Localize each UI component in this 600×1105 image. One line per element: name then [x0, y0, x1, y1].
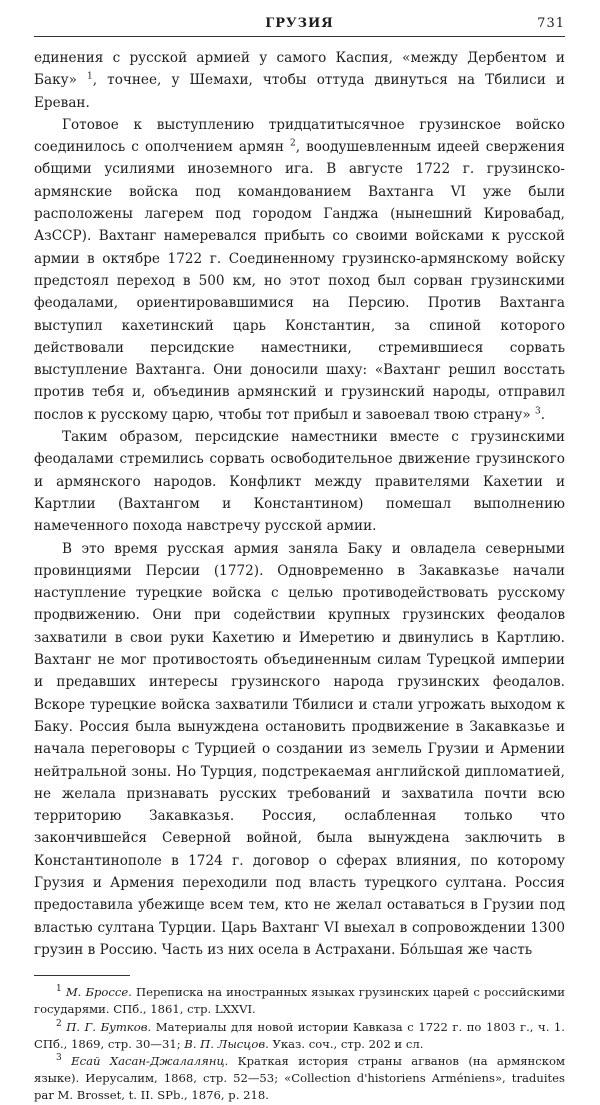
running-title: ГРУЗИЯ: [265, 16, 334, 31]
footnote-divider: [34, 975, 130, 976]
footnote-3: $^3$ Есай Хасан-Джалалянц. Краткая история страны агванов (на армянском языке). Иерусалим, 1868, стр. 52—53; «Collection d'historiens Arméniens», traduites par M. Brosset, t. II. SPb., 1876, p. 218.: [34, 1053, 566, 1103]
paragraph-3: Таким образом, персидские наместники вместе с грузинскими феодалами стремились сорвать освободительное движение грузинского и армянского народов. Конфликт между правителями Кахетии и Картлии (Вахтангом и Константином) помешал выполнению намеченного похода навстречу русской армии.: [34, 429, 565, 535]
body-text: [34, 47, 565, 961]
footnote-1: $^1$ М. Броссе. Переписка на иностранных языках грузинских царей с российскими государями. СПб., 1861, стр. LXXVI.: [34, 984, 565, 1017]
footnote-ref-2: 2: [289, 138, 296, 149]
paragraph-2: Готовое к выступлению тридцатитысячное грузинское войско соединилось с ополчением армян $^2$, воодушевленным идеей свержения общими усилиями иноземного ига. В августе 1722 г. грузинско-армянские войска под командованием Вахтанга VI уже были расположены лагерем под городом Ганджа (нынешний Кировабад, АзССР). Вахтанг намеревался прибыть со своими войсками к русской армии в октябре 1722 г. Соединенному грузинско-армянскому войску предстоял переход в 500 км, но этот поход был сорван грузинскими феодалами, ориентировавшимися на Персию. Против Вахтанга выступил кахетинский царь Константин, за спиной которого действовали персидские наместники, стремившиеся сорвать выступление Вахтанга. Они доносили шаху: «Вахтанг решил восстать против тебя и, объединив армянский и грузинский народы, отправил послов к русскому царю, чтобы тот прибыл и завоевал твою страну» $^3$.: [34, 116, 565, 423]
running-header: [34, 14, 565, 37]
footnote-2: $^2$ П. Г. Бутков. Материалы для новой истории Кавказа с 1722 г. по 1803 г., ч. 1. СПб., 1869, стр. 30—31; В. П. Лысцов. Указ. соч., стр. 202 и сл.: [34, 1018, 565, 1051]
paragraph-4: В это время русская армия заняла Баку и овладела северными провинциями Персии (1772). Одновременно в Закавказье начали наступление турецкие войска с целью противодействовать русскому продвижению. Они при содействии крупных грузинских феодалов захватили в свои руки Кахетию и Имеретию и двинулись в Картлию. Вахтанг не мог противостоять объединенным силам Турецкой империи и предавших интересы грузинского народа грузинских феодалов. Вскоре турецкие войска захватили Тбилиси и стали угрожать выходом к Баку. Россия была вынуждена остановить продвижение в Закавказье и начала переговоры с Турцией о создании из земель Грузии и Армении нейтральной зоны. Но Турция, подстрекаемая английской дипломатией, не желала признавать русских требований и захватила почти всю территорию Закавказья. Россия, ослабленная только что закончившейся Северной войной, была вынуждена заключить в Константинополе в 1724 г. договор о сферах влияния, по которому Грузия и Армения переходили под власть турецкого султана. Россия предоставила убежище всем тем, кто не желал оставаться в Грузии под властью султана Турции. Царь Вахтанг VI выехал в сопровождении 1300 грузин в Россию. Часть из них осела в Астрахани. Бо́льшая же часть: [34, 540, 565, 958]
page: [34, 14, 565, 1105]
footnote-ref-3: 3: [534, 406, 541, 417]
footnotes: [34, 984, 565, 1104]
page-number: 731: [537, 16, 565, 31]
footnote-ref-1: 1: [87, 71, 93, 82]
paragraph-1: единения с русской армией у самого Каспия, «между Дербентом и Баку» $^1$, точнее, у Шемахи, чтобы оттуда двинуться на Тбилиси и Ереван.: [34, 50, 565, 111]
